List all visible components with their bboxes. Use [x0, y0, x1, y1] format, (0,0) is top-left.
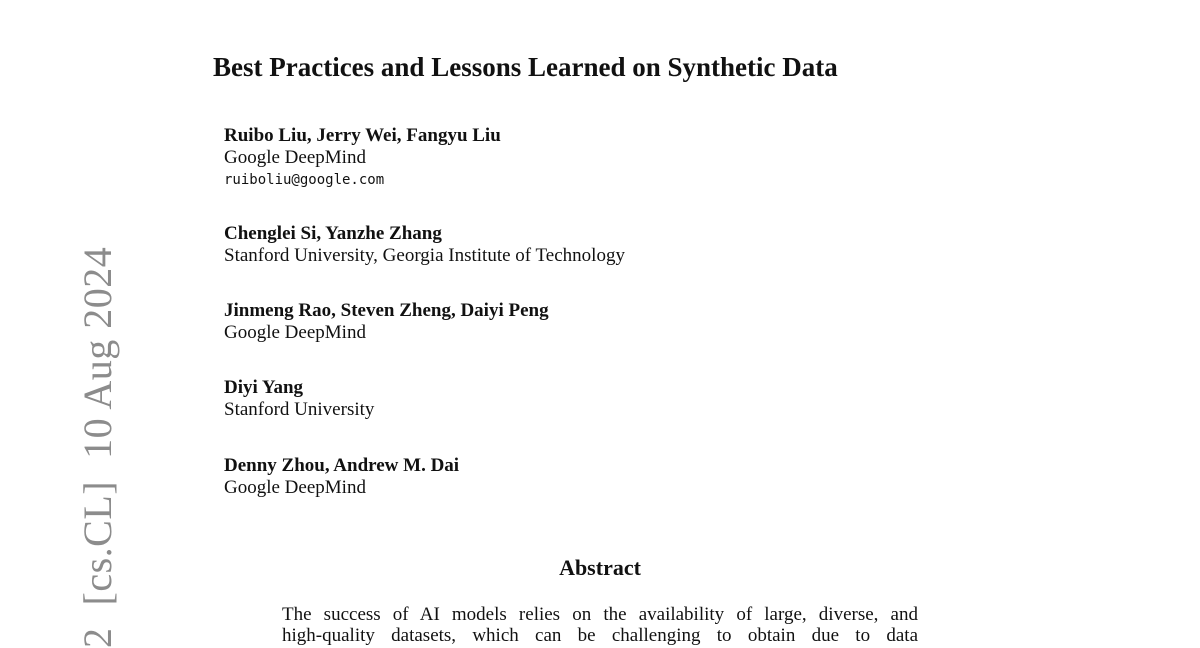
- author-affiliation: Google DeepMind: [224, 322, 366, 343]
- abstract-line: The success of AI models relies on the availability of large, diverse, and: [282, 604, 918, 625]
- author-names: Jinmeng Rao, Steven Zheng, Daiyi Peng: [224, 300, 549, 321]
- abstract-heading: [0, 554, 1200, 582]
- author-group-3: [224, 300, 549, 344]
- author-email[interactable]: ruiboliu@google.com: [224, 172, 385, 188]
- arxiv-id-fragment: 2: [75, 627, 120, 648]
- author-group-4: [224, 377, 374, 421]
- author-names: Chenglei Si, Yanzhe Zhang: [224, 223, 442, 244]
- author-affiliation: Google DeepMind: [224, 147, 366, 168]
- arxiv-category: [cs.CL]: [75, 480, 120, 606]
- paper-title: Best Practices and Lessons Learned on Synthetic Data: [213, 52, 838, 82]
- arxiv-stamp: [75, 246, 120, 648]
- author-group-1: [224, 125, 501, 191]
- author-names: Denny Zhou, Andrew M. Dai: [224, 455, 460, 476]
- author-group-2: [224, 223, 625, 267]
- author-group-5: [224, 455, 459, 499]
- author-names: Diyi Yang: [224, 377, 304, 398]
- arxiv-date: 10 Aug 2024: [75, 246, 120, 459]
- author-affiliation: Google DeepMind: [224, 477, 366, 498]
- abstract-heading-text: Abstract: [559, 555, 641, 580]
- abstract-body: [282, 604, 918, 646]
- author-names: Ruibo Liu, Jerry Wei, Fangyu Liu: [224, 125, 501, 146]
- abstract-line: high-quality datasets, which can be challenging to obtain due to data: [282, 625, 918, 646]
- author-affiliation: Stanford University: [224, 399, 375, 420]
- author-affiliation: Stanford University, Georgia Institute of Technology: [224, 245, 625, 266]
